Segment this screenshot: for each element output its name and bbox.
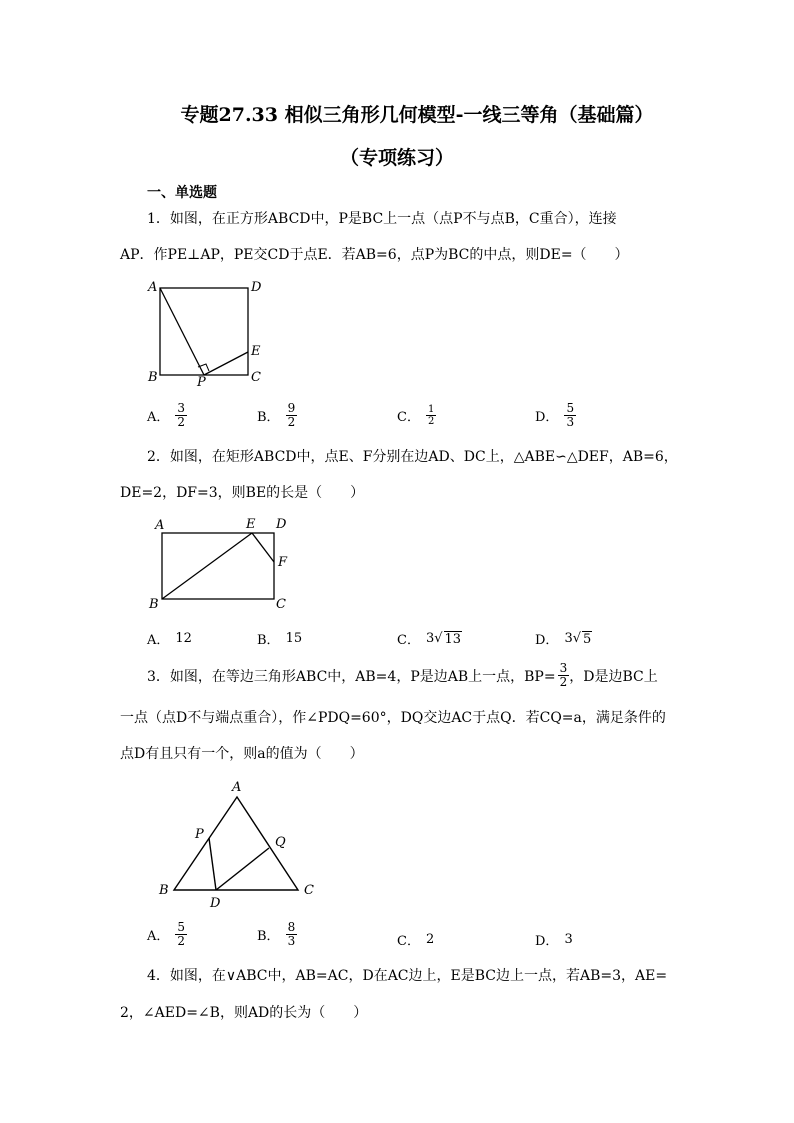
q1-option-d-letter: D． (535, 410, 559, 426)
q2-label-e: E (246, 517, 256, 532)
q2-label-c: C (276, 597, 286, 612)
q3-option-c[interactable] (397, 930, 434, 949)
q1-label-b: B (148, 370, 158, 385)
q3-label-b: B (159, 883, 169, 898)
q1-option-d-num: 5 (566, 401, 575, 415)
q3-option-a-den: 2 (177, 934, 186, 949)
q1-option-d-den: 3 (566, 415, 575, 430)
q1-label-a: A (148, 280, 158, 295)
q2-option-b-letter: B． (257, 633, 280, 648)
q2-label-a: A (155, 518, 165, 533)
q1-option-c-letter: C． (397, 410, 420, 425)
q1-option-a-den: 2 (177, 415, 186, 430)
q2-figure-rectangle (140, 512, 300, 612)
q2-label-f: F (278, 555, 288, 570)
q1-label-p: P (197, 375, 206, 390)
q3-option-a-letter: A． (147, 929, 170, 945)
q1-label-c: C (251, 370, 261, 385)
q3-label-p: P (195, 827, 204, 842)
q3-option-a-num: 5 (177, 920, 186, 934)
q1-option-a[interactable] (147, 402, 187, 429)
q2-text-line1: 2．如图，在矩形ABCD中，点E、F分别在边AD、DC上，△ABE∽△DEF，AB=6， (147, 449, 678, 465)
q1-option-d[interactable] (535, 402, 576, 429)
q3-text-line1 (147, 662, 658, 689)
q3-option-d-letter: D． (535, 934, 559, 949)
q3-text-line3: 点D有且只有一个，则a的值为（ ） (120, 746, 364, 762)
q1-option-c-num: 1 (427, 404, 435, 415)
q2-option-d-letter: D． (535, 633, 559, 648)
q1-text-line1: 1．如图，在正方形ABCD中，P是BC上一点（点P不与点B，C重合），连接 (147, 211, 617, 227)
q2-option-c[interactable] (397, 629, 462, 648)
q3-figure-triangle (150, 775, 330, 910)
q3-option-b[interactable] (257, 921, 297, 948)
q1-figure-square (140, 278, 280, 388)
q4-text-line1: 4．如图，在∨ABC中，AB=AC，D在AC边上，E是BC边上一点，若AB=3，AE= (147, 968, 668, 984)
q2-option-c-radicand: 13 (444, 631, 462, 647)
q1-option-a-letter: A． (147, 410, 170, 426)
q1-option-c[interactable] (397, 404, 436, 427)
q1-text-line2: AP．作PE⊥AP，PE交CD于点E．若AB=6，点P为BC的中点，则DE=（ ） (120, 247, 629, 263)
q3-option-a[interactable] (147, 921, 187, 948)
q1-option-a-num: 3 (177, 401, 186, 415)
section-heading: 一、单选题 (147, 185, 217, 201)
q2-option-d-coef: 3 (564, 631, 573, 646)
q3-option-d-text: 3 (564, 932, 573, 947)
q3-option-b-den: 3 (287, 934, 296, 949)
q3-text-line2: 一点（点D不与端点重合），作∠PDQ=60°，DQ交边AC于点Q．若CQ=a，满足条件的 (120, 710, 666, 726)
q2-label-d: D (276, 517, 287, 532)
q3-label-q: Q (275, 835, 286, 850)
q3-text-line1-b: ，D是边BC上 (569, 668, 658, 685)
q2-option-b[interactable] (257, 629, 302, 648)
q3-label-d: D (210, 896, 221, 911)
q1-label-e: E (251, 344, 261, 359)
q2-option-b-text: 15 (285, 631, 303, 646)
q2-option-c-letter: C． (397, 633, 420, 648)
q1-option-b-num: 9 (287, 401, 296, 415)
q2-option-a[interactable] (147, 629, 192, 648)
q3-bp-num: 3 (559, 661, 568, 675)
q3-option-c-letter: C． (397, 934, 420, 949)
q2-option-d[interactable] (535, 629, 592, 648)
q1-option-b-letter: B． (257, 410, 280, 426)
document-title: 专题27.33 相似三角形几何模型-一线三等角（基础篇） (180, 104, 654, 126)
radical-icon: √ (572, 631, 582, 646)
q2-option-a-letter: A． (147, 633, 170, 648)
q1-label-d: D (251, 280, 262, 295)
q3-bp-den: 2 (559, 675, 568, 690)
q3-option-b-num: 8 (287, 920, 296, 934)
q2-text-line2: DE=2，DF=3，则BE的长是（ ） (120, 485, 365, 501)
q2-option-d-radicand: 5 (583, 631, 592, 647)
q1-option-b-den: 2 (287, 415, 296, 430)
q2-label-b: B (149, 597, 159, 612)
radical-icon: √ (434, 631, 443, 646)
q1-option-c-den: 2 (427, 416, 435, 427)
q2-option-a-text: 12 (175, 631, 192, 646)
q3-option-d[interactable] (535, 930, 573, 949)
q3-text-line1-a: 3．如图，在等边三角形ABC中，AB=4，P是边AB上一点，BP= (147, 668, 556, 685)
document-subtitle: （专项练习） (339, 147, 454, 169)
q3-label-a: A (232, 780, 242, 795)
q3-option-b-letter: B． (257, 929, 280, 945)
q2-option-c-coef: 3 (425, 631, 435, 646)
q4-text-line2: 2，∠AED=∠B，则AD的长为（ ） (120, 1005, 368, 1021)
q3-label-c: C (304, 883, 314, 898)
q3-option-c-text: 2 (425, 932, 435, 947)
q1-option-b[interactable] (257, 402, 297, 429)
